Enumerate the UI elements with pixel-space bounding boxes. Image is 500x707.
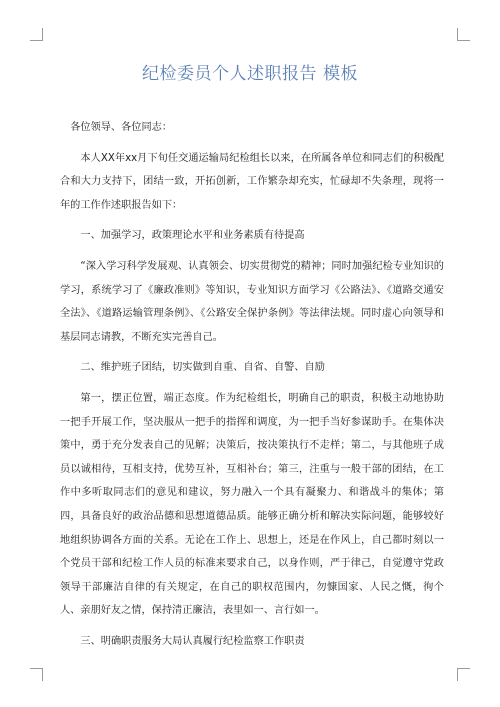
document-title: 纪检委员个人述职报告 模板 (142, 64, 358, 84)
section-heading-1: 一、加强学习，政策理论水平和业务素质有待提高 (80, 230, 305, 242)
crop-mark-top-right (457, 28, 470, 41)
section-heading-3: 三、明确职责服务大局认真履行纪检监察工作职责 (80, 635, 305, 647)
intro-paragraph: 本人XX年xx月下旬任交通运输局纪检组长以来，在所属各单位和同志们的积极配合和大力支持下，团结一致，开拓创新，工作繁杂却充实，忙碌却不失条理，现将一年的工作作述职报告如下： (60, 152, 444, 211)
salutation: 各位领导、各位同志： (70, 122, 173, 133)
crop-mark-bottom-left (30, 668, 43, 681)
crop-mark-top-left (30, 28, 43, 41)
document-body (60, 116, 444, 660)
crop-mark-bottom-right (457, 668, 470, 681)
section-heading-2: 二、维护班子团结，切实做到自重、自省、自警、自励 (80, 362, 325, 374)
section-2-paragraph: 第一，摆正位置，端正态度。作为纪检组长，明确自己的职责，积极主动地协助一把手开展工作，坚决服从一把手的指挥和调度，为一把手当好参谋助手。在集体决策中，勇于充分发表自己的见解；决策后，按决策执行不走样；第二，与其他班子成员以诚相待，互相支持，优势互补，互相补台；第三，注重与一般干部的团结，在工作中多听取同志们的意见和建议，努力融入一个具有凝聚力、和谐战斗的集体；第四，具备良好的政治品德和思想道德品质。能够正确分析和解决实际问题，能够较好地组织协调各方面的关系。无论在工作上、思想上，还是在作风上，自己都时刻以一个党员干部和纪检工作人员的标准来要求自己，以身作则，严于律己，自觉遵守党政领导干部廉洁自律的有关规定，在自己的职权范围内，勿慷国家、人民之慨，徇个人、亲朋好友之情，保持清正廉洁，表里如一、言行如一。 (60, 392, 444, 617)
section-1-paragraph: “深入学习科学发展观、认真领会、切实贯彻党的精神；同时加强纪检专业知识的学习，系统学习了《廉政准则》等知识，专业知识方面学习《公路法》、《道路交通安全法》、《道路运输管理条例》、《公路安全保护条例》等法律法规。同时虚心向领导和基层同志请教，不断充实完善自己。 (60, 260, 444, 343)
